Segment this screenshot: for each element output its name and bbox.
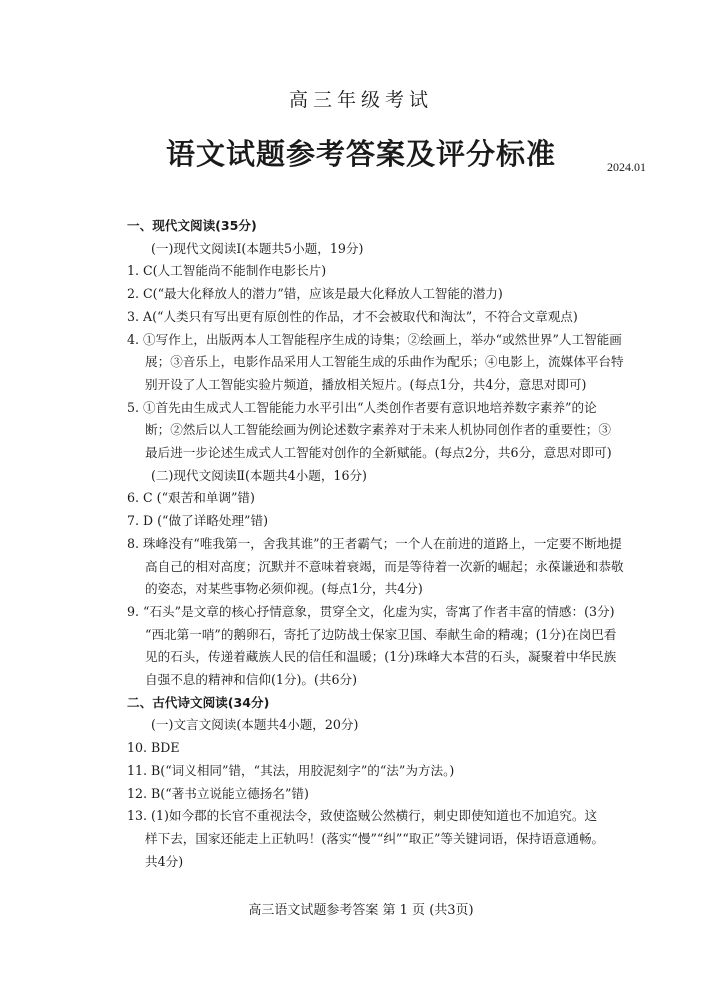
answer-continuation: 最后进一步论述生成式人工智能对创作的全新赋能。(每点2分，共6分，意思对即可): [145, 445, 612, 461]
answer-item: 13. (1)如今郡的长官不重视法令，致使盗贼公然横行，刺史即使知道也不加追究。这: [127, 808, 598, 824]
exam-date: 2024.01: [607, 160, 646, 174]
answer-continuation: 见的石头，传递着藏族人民的信任和温暖；(1分)珠峰大本营的石头，凝聚着中华民族: [145, 649, 617, 665]
answer-content: [127, 215, 661, 873]
page-title: 语文试题参考答案及评分标准: [165, 137, 556, 171]
answer-item: 6. C (“艰苦和单调”错): [127, 490, 255, 506]
answer-item: 11. B(“词义相同”错，“其法，用胶泥刻字”的“法”为方法。): [127, 762, 455, 778]
answer-continuation: 的姿态，对某些事物必须仰视。(每点1分，共4分): [145, 581, 423, 597]
answer-continuation: 别开设了人工智能实验片频道，播放相关短片。(每点1分，共4分，意思对即可): [145, 376, 587, 392]
exam-name: 高三年级考试: [288, 89, 433, 111]
part-heading: (一)现代文阅读Ⅰ(本题共5小题，19分): [151, 240, 364, 256]
answer-item: 7. D (“做了详略处理”错): [127, 513, 268, 529]
answer-item: 9. “石头”是文章的核心抒情意象，贯穿全文，化虚为实，寄寓了作者丰富的情感：(3分): [127, 603, 615, 619]
answer-continuation: 共4分): [145, 853, 184, 869]
answer-continuation: 展；③音乐上，电影作品采用人工智能生成的乐曲作为配乐；④电影上，流媒体平台特: [145, 354, 624, 370]
part-heading: (一)文言文阅读(本题共4小题，20分): [151, 717, 359, 733]
section-heading: 一、现代文阅读(35分): [127, 218, 257, 233]
answer-continuation: 断；②然后以人工智能绘画为例论述数字素养对于未来人机协同创作者的重要性；③: [145, 422, 611, 438]
answer-item: 2. C(“最大化释放人的潜力”错，应该是最大化释放人工智能的潜力): [127, 286, 503, 302]
answer-item: 8. 珠峰没有“唯我第一，舍我其谁”的王者霸气；一个人在前进的道路上，一定要不断地提: [127, 535, 622, 551]
answer-item: 5. ①首先由生成式人工智能能力水平引出“人类创作者要有意识地培养数字素养”的论: [127, 399, 597, 415]
answer-item: 3. A(“人类只有写出更有原创性的作品，才不会被取代和淘汰”，不符合文章观点): [127, 308, 578, 324]
page-footer: 高三语文试题参考答案 第 1 页 (共3页): [248, 903, 474, 918]
answer-item: 1. C(人工智能尚不能制作电影长片): [127, 263, 327, 279]
answer-continuation: “西北第一哨”的鹅卵石，寄托了边防战士保家卫国、奉献生命的精魂；(1分)在岗巴看: [145, 626, 617, 642]
section-heading: 二、古代诗文阅读(34分): [127, 694, 270, 710]
answer-continuation: 高自己的相对高度；沉默并不意味着衰竭，而是等待着一次新的崛起；永葆谦逊和恭敬: [145, 558, 624, 574]
part-heading: (二)现代文阅读Ⅱ(本题共4小题，16分): [151, 467, 367, 483]
answer-continuation: 样下去，国家还能走上正轨吗！(落实“慢”“纠”“取正”等关键词语，保持语意通畅。: [145, 830, 605, 846]
answer-item: 12. B(“著书立说能立德扬名”错): [127, 785, 309, 801]
answer-item: 4. ①写作上，出版两本人工智能程序生成的诗集；②绘画上，举办“或然世界”人工智能画: [127, 331, 622, 347]
answer-item: 10. BDE: [127, 740, 180, 756]
answer-continuation: 自强不息的精神和信仰(1分)。(共6分): [145, 672, 357, 688]
